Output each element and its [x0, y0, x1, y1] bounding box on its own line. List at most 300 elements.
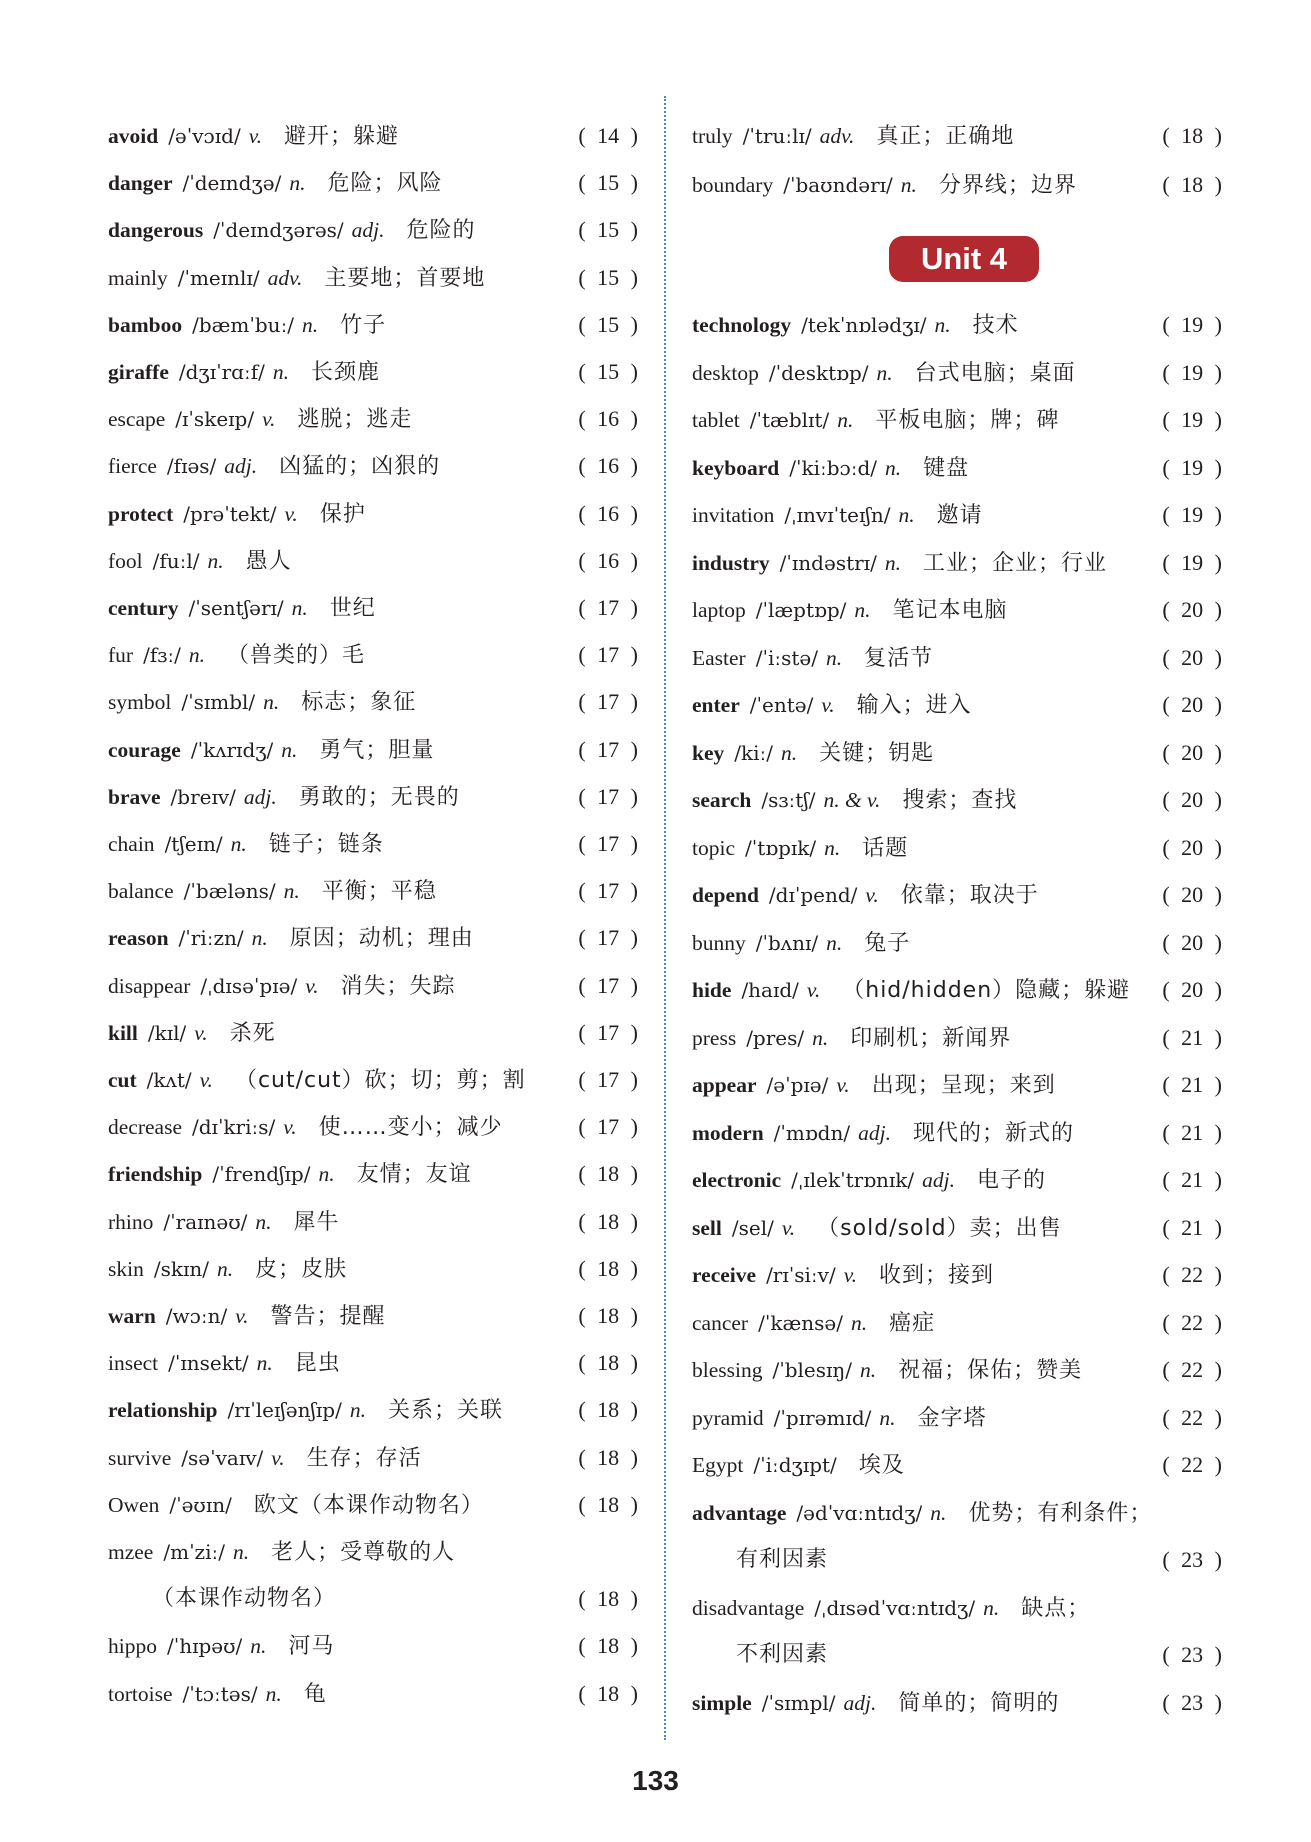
page-reference: ( 22 ) [1162, 1357, 1222, 1382]
part-of-speech: v. [262, 407, 276, 432]
page-reference: ( 22 ) [1162, 1262, 1222, 1287]
part-of-speech: adj. [351, 218, 385, 243]
vocab-entry [692, 1406, 1222, 1431]
part-of-speech: n. [885, 455, 902, 480]
phonetic: /ˈtæblɪt/ [749, 408, 830, 432]
vocab-word: cancer [692, 1310, 749, 1335]
vocab-entry [692, 361, 1222, 386]
page-reference: ( 15 ) [578, 170, 638, 196]
page-reference: ( 18 ) [578, 1680, 638, 1706]
meaning: 凶猛的；凶狠的 [279, 454, 441, 480]
vocab-word: cut [108, 1068, 137, 1092]
page-reference: ( 21 ) [1162, 1024, 1222, 1050]
vocab-entry [108, 549, 638, 574]
part-of-speech: n. [812, 1025, 829, 1050]
meaning: 友情；友谊 [356, 1162, 472, 1188]
phonetic: /ˈsɪmpl/ [761, 1690, 836, 1715]
meaning: 癌症 [889, 1310, 936, 1336]
page-reference: ( 22 ) [1162, 1452, 1222, 1477]
phonetic: /ˈtɔːtəs/ [182, 1681, 258, 1706]
vocab-entry [692, 551, 1222, 576]
page-reference: ( 22 ) [1162, 1404, 1222, 1430]
vocab-word: advantage [692, 1500, 787, 1525]
vocab-entry [692, 1168, 1222, 1193]
part-of-speech: n. [825, 645, 843, 670]
meaning: 话题 [862, 835, 909, 861]
vocab-word: disadvantage [692, 1595, 805, 1620]
phonetic: /səˈvaɪv/ [181, 1445, 264, 1470]
part-of-speech: n. [263, 690, 280, 715]
phonetic: /rɪˈleɪʃənʃɪp/ [227, 1398, 342, 1423]
page-reference: ( 18 ) [578, 1491, 638, 1517]
meaning: 危险的 [406, 218, 476, 244]
meaning: 保护 [319, 501, 366, 527]
vocab-word: hide [692, 978, 732, 1002]
meaning: 欧文（本课作动物名） [253, 1492, 484, 1518]
vocab-word: courage [108, 737, 181, 762]
phonetic: /ˈiːdʒɪpt/ [753, 1453, 837, 1477]
page-reference: ( 17 ) [578, 1114, 638, 1140]
phonetic: /ˈtruːlɪ/ [742, 124, 812, 148]
vocab-entry [108, 266, 638, 291]
phonetic: /kʌt/ [146, 1068, 192, 1092]
vocab-entry [108, 1115, 638, 1140]
vocab-word: disappear [108, 973, 191, 998]
meaning: 警告；提醒 [270, 1304, 386, 1329]
meaning: 昆虫 [294, 1351, 341, 1377]
part-of-speech: n. [291, 596, 308, 620]
meaning: 愚人 [245, 548, 292, 574]
page-reference: ( 23 ) [1162, 1642, 1222, 1667]
phonetic: /əˈvɔɪd/ [168, 124, 241, 148]
part-of-speech: v. [283, 1115, 297, 1140]
page-reference: ( 21 ) [1162, 1214, 1222, 1240]
vocab-entry [108, 313, 638, 338]
vocab-entry [108, 832, 638, 857]
phonetic: /ˌɪnvɪˈteɪʃn/ [784, 503, 891, 527]
vocab-entry [108, 360, 638, 385]
phonetic: /ˈtɒpɪk/ [745, 835, 817, 860]
vocab-word: laptop [692, 598, 746, 622]
meaning: 优势；有利条件； [968, 1500, 1153, 1526]
meaning: 印刷机；新闻界 [850, 1025, 1012, 1051]
meaning: 工业；企业；行业 [922, 550, 1107, 576]
vocab-entry [692, 693, 1222, 718]
meaning: 兔子 [864, 930, 911, 956]
page-reference: ( 18 ) [578, 1633, 638, 1659]
page-reference: ( 17 ) [578, 595, 638, 620]
vocab-word: technology [692, 313, 792, 337]
phonetic: /bæmˈbuː/ [192, 312, 295, 337]
phonetic: /ˈbæləns/ [183, 879, 276, 904]
vocab-word: keyboard [692, 455, 780, 480]
meaning: 主要地；首要地 [324, 265, 486, 291]
phonetic: /prəˈtekt/ [183, 501, 277, 526]
vocab-entry [692, 1311, 1222, 1336]
page-reference: ( 19 ) [1162, 549, 1222, 575]
vocab-entry [108, 1021, 638, 1046]
meaning: 金字塔 [917, 1405, 987, 1431]
vocab-entry [108, 1257, 638, 1282]
vocab-word: balance [108, 879, 174, 904]
meaning-continuation: 不利因素 [736, 1642, 829, 1667]
page-reference: ( 17 ) [578, 1067, 638, 1092]
page-reference: ( 18 ) [578, 1444, 638, 1470]
part-of-speech: adv. [819, 124, 855, 148]
part-of-speech: n. [983, 1595, 1000, 1620]
meaning: 笔记本电脑 [892, 598, 1008, 623]
meaning: 依靠；取决于 [900, 883, 1039, 908]
phonetic: /skɪn/ [153, 1256, 209, 1281]
meaning: 电子的 [977, 1168, 1047, 1193]
vocab-entry [692, 1263, 1222, 1288]
part-of-speech: n. [250, 1634, 267, 1659]
meaning: （hid/hidden）隐藏；躲避 [842, 978, 1131, 1003]
vocab-word: kill [108, 1020, 138, 1045]
page-reference: ( 20 ) [1162, 929, 1222, 955]
part-of-speech: n. [230, 832, 247, 856]
page-reference: ( 15 ) [578, 311, 638, 337]
vocab-word: century [108, 596, 179, 620]
part-of-speech: n. [207, 548, 224, 573]
vocab-word: appear [692, 1073, 757, 1097]
meaning: 犀牛 [293, 1209, 340, 1235]
vocab-entry [692, 408, 1222, 433]
phonetic: /ˈkænsə/ [758, 1310, 843, 1335]
phonetic: /ˈəʊɪn/ [169, 1492, 232, 1517]
part-of-speech: v. [235, 1304, 249, 1328]
vocab-word: electronic [692, 1168, 782, 1192]
page-reference: ( 17 ) [578, 689, 638, 715]
part-of-speech: v. [781, 1215, 796, 1240]
vocab-entry [108, 1210, 638, 1235]
page-reference: ( 18 ) [1162, 123, 1222, 148]
phonetic: /pres/ [746, 1025, 805, 1050]
vocab-word: reason [108, 926, 169, 951]
vocab-word: symbol [108, 690, 172, 715]
phonetic: /dʒɪˈrɑːf/ [178, 360, 265, 384]
vocab-word: industry [692, 550, 770, 575]
page-reference: ( 19 ) [1162, 407, 1222, 432]
vocab-word: simple [692, 1690, 752, 1715]
part-of-speech: n. [900, 173, 917, 197]
vocab-entry [108, 124, 638, 149]
vocab-entry-continuation [108, 1587, 638, 1611]
vocab-entry [108, 454, 638, 479]
meaning: 世纪 [329, 596, 376, 621]
phonetic: /ˈsentʃərɪ/ [188, 596, 284, 620]
meaning-continuation: （本课作动物名） [152, 1586, 337, 1612]
meaning: 河马 [288, 1634, 335, 1660]
page-reference: ( 17 ) [578, 972, 638, 998]
meaning: 真正；正确地 [876, 124, 1015, 149]
meaning: 勇敢的；无畏的 [298, 784, 460, 810]
part-of-speech: v. [284, 501, 298, 526]
vocab-word: protect [108, 501, 174, 526]
meaning: （兽类的）毛 [227, 643, 366, 669]
vocab-entry [108, 1634, 638, 1659]
vocab-entry [692, 1691, 1222, 1716]
phonetic: /ˈbaʊndərɪ/ [783, 173, 893, 197]
vocab-entry [108, 1304, 638, 1329]
phonetic: /rɪˈsiːv/ [766, 1263, 836, 1287]
vocab-word: fool [108, 548, 143, 573]
meaning: 输入；进入 [856, 693, 972, 718]
vocab-entry [108, 1446, 638, 1471]
part-of-speech: n. [318, 1162, 335, 1187]
vocab-word: danger [108, 171, 173, 196]
page-reference: ( 21 ) [1162, 1167, 1222, 1192]
meaning: 祝福；保佑；赞美 [898, 1358, 1083, 1383]
phonetic: /ˈkʌrɪdʒ/ [190, 737, 274, 762]
page-reference: ( 20 ) [1162, 692, 1222, 717]
part-of-speech: v. [248, 124, 263, 148]
vocab-word: rhino [108, 1209, 154, 1234]
meaning: 现代的；新式的 [912, 1120, 1074, 1146]
part-of-speech: n. [879, 1405, 896, 1430]
page-reference: ( 14 ) [578, 123, 638, 148]
page-reference: ( 20 ) [1162, 787, 1222, 812]
part-of-speech: n. [934, 313, 951, 337]
vocab-entry [108, 974, 638, 999]
vocab-word: enter [692, 693, 740, 717]
phonetic: /ˈkiːbɔːd/ [789, 455, 877, 480]
vocab-word: boundary [692, 173, 774, 197]
vocab-word: chain [108, 832, 155, 856]
meaning: 平板电脑；牌；碑 [875, 408, 1060, 433]
vocab-entry [108, 1682, 638, 1707]
vocab-word: tablet [692, 408, 740, 432]
part-of-speech: n. [850, 1310, 868, 1335]
vocab-entry [692, 124, 1222, 149]
page-reference: ( 18 ) [578, 1255, 638, 1281]
part-of-speech: n. [349, 1398, 366, 1423]
phonetic: /ˈdeɪndʒərəs/ [213, 218, 344, 243]
phonetic: /sel/ [731, 1215, 774, 1240]
phonetic: /tekˈnɒlədʒɪ/ [801, 313, 927, 337]
vocab-word: avoid [108, 124, 159, 148]
vocab-entry [108, 218, 638, 243]
page-reference: ( 18 ) [578, 1586, 638, 1612]
vocab-entry [108, 1162, 638, 1187]
page-reference: ( 19 ) [1162, 502, 1222, 527]
page-reference: ( 16 ) [578, 453, 638, 479]
page-reference: ( 20 ) [1162, 977, 1222, 1002]
part-of-speech: n. [854, 598, 871, 622]
vocab-word: modern [692, 1120, 764, 1145]
part-of-speech: adj. [243, 784, 277, 809]
page-reference: ( 16 ) [578, 500, 638, 526]
vocab-word: dangerous [108, 218, 204, 243]
vocab-word: relationship [108, 1398, 218, 1423]
vocab-entry [108, 407, 638, 432]
page-reference: ( 17 ) [578, 783, 638, 809]
vocab-word: brave [108, 784, 161, 809]
vocab-word: fierce [108, 454, 157, 479]
phonetic: /breɪv/ [170, 784, 236, 809]
part-of-speech: n. [283, 879, 300, 904]
part-of-speech: n. & v. [823, 788, 881, 812]
part-of-speech: n. [860, 1358, 877, 1382]
meaning: （sold/sold）卖；出售 [817, 1215, 1062, 1241]
vocab-word: fur [108, 643, 134, 668]
vocab-word: bunny [692, 930, 746, 955]
page-reference: ( 17 ) [578, 831, 638, 856]
meaning: 避开；躲避 [284, 124, 400, 149]
meaning: 老人；受尊敬的人 [271, 1540, 456, 1565]
phonetic: /ɪˈskeɪp/ [175, 407, 255, 432]
phonetic: /mˈziː/ [163, 1540, 225, 1564]
meaning: 龟 [303, 1681, 327, 1707]
vocab-word: giraffe [108, 360, 169, 384]
phonetic: /ˌdɪsədˈvɑːntɪdʒ/ [814, 1595, 976, 1620]
vocab-word: bamboo [108, 312, 183, 337]
phonetic: /fɜː/ [143, 643, 181, 668]
vocab-word: Owen [108, 1492, 160, 1517]
meaning: 勇气；胆量 [319, 737, 435, 763]
phonetic: /ˈdesktɒp/ [768, 360, 869, 385]
page-reference: ( 20 ) [1162, 644, 1222, 670]
vocab-word: skin [108, 1256, 144, 1281]
vocab-entry [692, 883, 1222, 908]
vocab-entry-continuation [692, 1643, 1222, 1667]
vocab-word: Egypt [692, 1453, 744, 1477]
vocab-entry [108, 926, 638, 951]
vocab-entry-continuation [692, 1548, 1222, 1572]
vocab-entry [108, 1398, 638, 1423]
part-of-speech: n. [256, 1351, 273, 1376]
page-reference: ( 18 ) [578, 1350, 638, 1376]
phonetic: /dɪˈkriːs/ [192, 1115, 276, 1140]
phonetic: /ˈɪnsekt/ [168, 1351, 249, 1376]
phonetic: /ˈraɪnəʊ/ [163, 1209, 248, 1234]
page-reference: ( 16 ) [578, 406, 638, 432]
vocab-word: decrease [108, 1115, 182, 1140]
vocab-word: depend [692, 883, 759, 907]
phonetic: /dɪˈpend/ [768, 883, 858, 907]
page-reference: ( 17 ) [578, 925, 638, 951]
phonetic: /ədˈvɑːntɪdʒ/ [796, 1500, 923, 1525]
part-of-speech: v. [199, 1068, 213, 1092]
part-of-speech: adj. [858, 1120, 891, 1145]
vocab-entry [692, 1073, 1222, 1098]
vocab-entry [692, 1026, 1222, 1051]
vocab-entry [692, 503, 1222, 528]
part-of-speech: n. [251, 926, 268, 951]
phonetic: /kiː/ [734, 740, 773, 765]
phonetic: /ˈbʌnɪ/ [755, 930, 819, 955]
page-reference: ( 21 ) [1162, 1119, 1222, 1145]
vocab-entry [108, 738, 638, 763]
page-reference: ( 18 ) [578, 1303, 638, 1328]
page-reference: ( 17 ) [578, 878, 638, 904]
column-divider [664, 96, 666, 1740]
part-of-speech: n. [188, 643, 205, 668]
page-reference: ( 18 ) [578, 1397, 638, 1423]
meaning: 危险；风险 [327, 171, 443, 197]
page-reference: ( 19 ) [1162, 359, 1222, 385]
part-of-speech: n. [272, 360, 289, 384]
page-reference: ( 15 ) [578, 217, 638, 243]
part-of-speech: v. [305, 973, 319, 998]
phonetic: /ˈlæptɒp/ [755, 598, 847, 622]
vocab-entry [108, 1351, 638, 1376]
unit-title-badge: Unit 4 [889, 236, 1039, 282]
meaning: 缺点； [1021, 1595, 1091, 1621]
page-reference: ( 17 ) [578, 1019, 638, 1045]
phonetic: /sɜːtʃ/ [761, 788, 816, 812]
vocab-entry [108, 1493, 638, 1518]
meaning: 标志；象征 [301, 690, 417, 716]
part-of-speech: n. [265, 1681, 282, 1706]
phonetic: /ˈhɪpəʊ/ [166, 1634, 243, 1659]
page-reference: ( 20 ) [1162, 834, 1222, 860]
part-of-speech: v. [194, 1020, 208, 1045]
page-reference: ( 20 ) [1162, 739, 1222, 765]
phonetic: /fɪəs/ [166, 454, 217, 479]
meaning: 使……变小；减少 [318, 1115, 503, 1141]
phonetic: /əˈpɪə/ [766, 1073, 829, 1097]
meaning: 搜索；查找 [902, 788, 1018, 813]
part-of-speech: adv. [267, 265, 303, 290]
meaning: 收到；接到 [879, 1263, 995, 1288]
right-vocabulary-column [692, 102, 1222, 1722]
part-of-speech: n. [930, 1500, 947, 1525]
page-reference: ( 18 ) [1162, 172, 1222, 197]
part-of-speech: adj. [843, 1690, 877, 1715]
phonetic: /haɪd/ [741, 978, 799, 1002]
meaning: 键盘 [923, 455, 970, 481]
vocab-entry [692, 741, 1222, 766]
meaning: 邀请 [936, 503, 983, 528]
meaning: 竹子 [340, 312, 387, 338]
meaning: 链子；链条 [268, 832, 384, 857]
phonetic: /ˈriːzn/ [178, 926, 244, 951]
phonetic: /tʃeɪn/ [164, 832, 223, 856]
vocab-word: sell [692, 1215, 722, 1240]
vocab-word: receive [692, 1263, 757, 1287]
meaning: 生存；存活 [306, 1445, 422, 1471]
vocab-word: search [692, 788, 752, 812]
part-of-speech: v. [821, 693, 835, 717]
meaning: 台式电脑；桌面 [914, 360, 1076, 386]
vocab-entry [108, 879, 638, 904]
page-reference: ( 23 ) [1162, 1689, 1222, 1715]
part-of-speech: n. [216, 1256, 234, 1281]
vocab-word: truly [692, 124, 733, 148]
vocab-entry [692, 1121, 1222, 1146]
phonetic: /ˈfrendʃɪp/ [212, 1162, 311, 1187]
vocab-word: topic [692, 835, 735, 860]
phonetic: /wɔːn/ [165, 1304, 228, 1328]
phonetic: /ˌdɪsəˈpɪə/ [200, 973, 298, 998]
meaning: 埃及 [858, 1453, 905, 1478]
phonetic: /ˈblesɪŋ/ [772, 1358, 853, 1382]
vocab-entry [692, 1358, 1222, 1383]
page-reference: ( 17 ) [578, 642, 638, 668]
part-of-speech: n. [289, 171, 306, 196]
vocab-word: mainly [108, 265, 168, 290]
vocab-word: blessing [692, 1358, 763, 1382]
vocab-word: hippo [108, 1634, 157, 1659]
meaning: 简单的；简明的 [898, 1690, 1060, 1716]
part-of-speech: v. [271, 1445, 285, 1470]
vocab-word: insect [108, 1351, 159, 1376]
page-reference: ( 15 ) [578, 359, 638, 384]
part-of-speech: v. [843, 1263, 858, 1287]
meaning: 原因；动机；理由 [289, 926, 474, 952]
part-of-speech: v. [836, 1073, 850, 1097]
